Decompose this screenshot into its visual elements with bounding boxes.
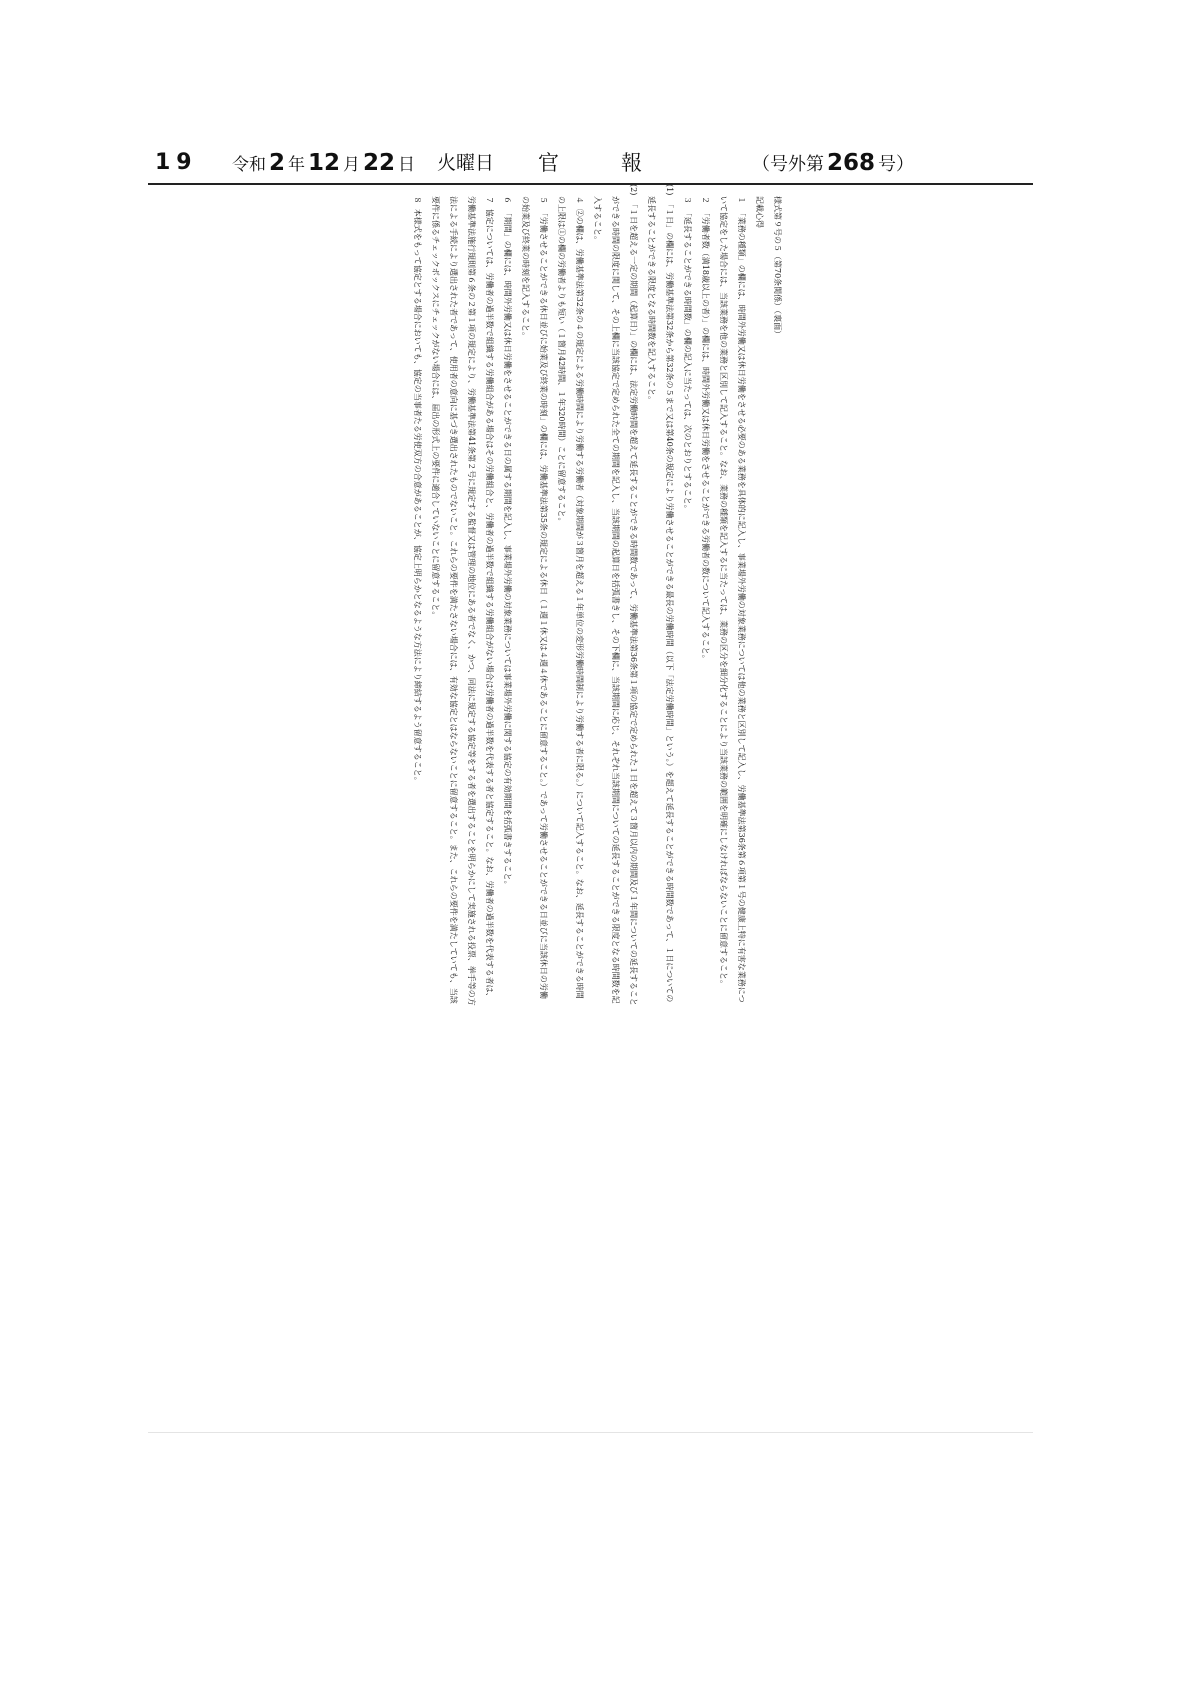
date-day: 22: [363, 150, 396, 176]
form-title: 様式第９号の５（第70条関係）（裏面）: [773, 196, 782, 339]
instruction-subitem-3-1: [642, 184, 678, 1006]
subitem-number: (2): [629, 184, 638, 196]
gazette-title-first-char: 官: [538, 151, 559, 175]
instruction-text: ②の欄は、労働基準法第32条の４の規定による労働時間により労働する労働者（対象期間が３箇月を超える１年単位の変形労働時間制により労働する者に限る。）について記入すること。なお、延長することができる時間の上限は①の欄の労働者よりも短い（１箇月42時間、１年320時間）ことに留意すること。: [557, 196, 584, 999]
instruction-item-5: [516, 196, 552, 1006]
instruction-text: 協定については、労働者の過半数で組織する労働組合がある場合はその労働組合と、労働者の過半数で組織する労働組合がない場合は労働者の過半数を代表する者と協定すること。なお、労働者の過半数を代表する者は、労働基準法施行規則第６条の２第１項の規定により、労働基準法第41条第２号に規定する監督又は管理の地位にある者でなく、かつ、同法に規定する協定等をする者を選出することを明らかにして実施される投票、挙手等の方法による手続により選出された者であって、使用者の意向に基づき選出されたものでないこと。これらの要件を満たさない場合には、有効な協定とはならないことに留意すること。また、これらの要件を満たしていても、当該要件に係るチェックボックスにチェックがない場合には、届出の形式上の要件に適合していないことに留意すること。: [431, 196, 494, 1006]
date-month-unit: 月: [343, 155, 361, 175]
instruction-number: １: [737, 196, 746, 204]
subitem-text: 「１日」の欄には、労働基準法第32条から第32条の５まで又は第40条の規定により労働させることができる最長の労働時間（以下「法定労働時間」という。）を超えて延長することができる時間数であって、１日についての延長することができる限度となる時間数を記入すること。: [647, 196, 674, 1003]
issue-prefix: （号外第: [752, 154, 824, 175]
instruction-number: ５: [539, 196, 548, 204]
instruction-text: 「労働者数（満18歳以上の者）」の欄には、時間外労働又は休日労働をさせることができる労働者の数について記入すること。: [701, 208, 710, 663]
date-year: 2: [269, 150, 286, 176]
instruction-item-1: [714, 196, 750, 1006]
instruction-item-2: [696, 196, 714, 1006]
instruction-number: ３: [683, 196, 692, 204]
instruction-text: 「期間」の欄には、時間外労働又は休日労働をさせることができる日の属する期間を記入し、事業場外労働の対象業務については事業場外労働に関する協定の有効期間を括弧書きすること。: [503, 208, 512, 889]
weekday: 火曜日: [437, 152, 495, 174]
instruction-item-4: [552, 196, 588, 1006]
instruction-text: 本様式をもって協定とする場合においても、協定の当事者たる労使双方の合意があることが、協定上明らかとなるような方法により締結するよう留意すること。: [413, 208, 422, 785]
instruction-text: 「労働させることができる休日並びに始業及び終業の時刻」の欄には、労働基準法第35条の規定による休日（１週１休又は４週４休であることに留意すること。）であって労働させることができる日並びに当該休日の労働の始業及び終業の時刻を記入すること。: [521, 196, 548, 999]
page-bottom-divider: [148, 1432, 1033, 1433]
header-divider: [148, 183, 1033, 185]
issue-suffix: 号）: [878, 154, 915, 175]
instruction-item-3: [678, 196, 696, 1006]
instructions-heading: 記載心得: [755, 196, 764, 228]
instruction-item-7: [426, 196, 498, 1006]
instructions-block: [408, 184, 786, 1006]
instruction-number: ６: [503, 196, 512, 204]
instruction-item-6: [498, 196, 516, 1006]
instruction-text: 「延長することができる時間数」の欄の記入に当たっては、次のとおりとすること。: [683, 208, 692, 513]
publication-date: [232, 147, 415, 179]
issue-number-value: 268: [827, 150, 876, 176]
date-year-unit: 年: [288, 155, 306, 175]
date-day-unit: 日: [398, 155, 416, 175]
gazette-title-second-char: 報: [621, 151, 642, 175]
date-month: 12: [308, 150, 341, 176]
instruction-number: ８: [413, 196, 422, 204]
page-number: 19: [155, 150, 198, 175]
instruction-number: ２: [701, 196, 710, 204]
issue-number: [752, 147, 914, 179]
date-era: 令和: [232, 155, 266, 175]
subitem-text: 「１日を超える一定の期間（起算日）」の欄には、法定労働時間を超えて延長することができる時間数であって、労働基準法第36条第１項の協定で定められた１日を超えて３箇月以内の期間及び１年間についての延長することができる時間の限度に関して、その上欄に当該協定で定められた全ての期間を記入し、当該期間の起算日を括弧書きし、その下欄に、当該期間に応じ、それぞれ当該期間についての延長することができる限度となる時間数を記入すること。: [593, 196, 638, 1006]
subitem-number: (1): [665, 184, 674, 196]
instruction-item-8: [408, 196, 426, 1006]
instruction-subitem-3-2: [588, 184, 642, 1006]
instruction-number: ４: [575, 196, 584, 204]
instruction-number: ７: [485, 196, 494, 204]
instruction-text: 「業務の種類」の欄には、時間外労働又は休日労働をさせる必要のある業務を具体的に記入し、事業場外労働の対象業務については他の業務と区別して記入し、労働基準法第36条第６項第１号の健康上特に有害な業務について協定をした場合には、当該業務を他の業務と区別して記入すること。なお、業務の種類を記入するに当たっては、業務の区分を細分化することにより当該業務の範囲を明確にしなければならないことに留意すること。: [719, 196, 746, 1003]
